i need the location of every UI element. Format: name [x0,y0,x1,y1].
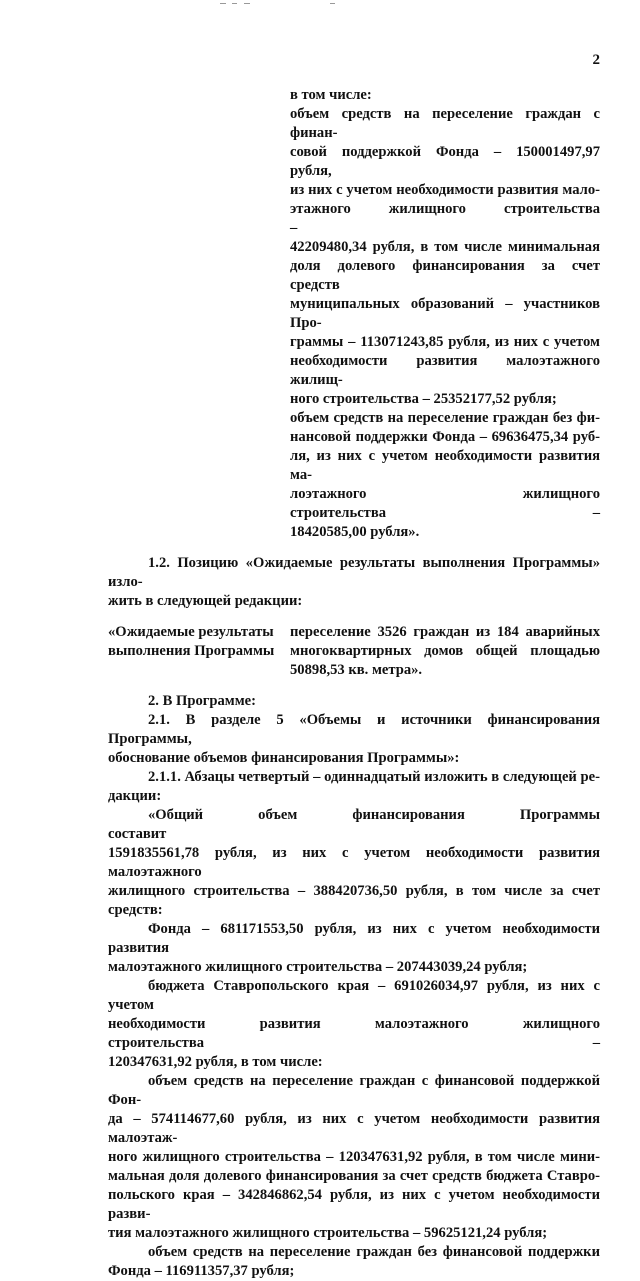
scan-marks [210,0,410,10]
para-with-support: польского края – 342846862,54 рубля, из них с учетом необходимости разви- [108,1187,600,1222]
text-line: объем средств на переселение граждан с финан- [290,106,600,141]
section-1-2-cont: жить в следующей редакции: [108,593,303,609]
para-with-support: объем средств на переселение граждан с финансовой поддержкой Фон- [108,1073,600,1108]
text-line: выполнения Программы [108,643,275,659]
section-2-1-1-cont: дакции: [108,788,162,804]
results-label [108,623,290,680]
text-line: необходимости развития малоэтажного жилищ- [290,353,600,388]
page-number: 2 [592,52,600,68]
section-2-1: 2.1. В разделе 5 «Объемы и источники финансирования Программы, [108,712,600,747]
text-line: муниципальных образований – участников Про- [290,296,600,331]
section-2-1-1: 2.1.1. Абзацы четвертый – одиннадцатый изложить в следующей ре- [148,769,600,785]
para-total: 1591835561,78 рубля, из них с учетом необходимости развития малоэтажного [108,845,600,880]
results-row [108,623,600,680]
text-line: ля, из них с учетом необходимости развития ма- [290,448,600,483]
text-line: нансовой поддержки Фонда – 69636475,34 руб- [290,429,600,445]
text-line: совой поддержкой Фонда – 150001497,97 рубля, [290,144,600,179]
document-body [108,86,600,1281]
para-with-support: да – 574114677,60 рубля, из них с учетом необходимости развития малоэтаж- [108,1111,600,1146]
section-1-2: 1.2. Позицию «Ожидаемые результаты выполнения Программы» изло- [108,555,600,590]
results-value [290,623,600,680]
para-without-support: Фонда – 116911357,37 рубля; [108,1263,295,1279]
text-line: лоэтажного жилищного строительства – [290,486,600,521]
text-line: многоквартирных домов общей площадью [290,643,600,659]
para-budget: бюджета Ставропольского края – 691026034,97 рубля, из них с учетом [108,978,600,1013]
text-line: переселение 3526 граждан из 184 аварийных [290,624,600,640]
text-line: 42209480,34 рубля, в том числе минимальная [290,239,600,255]
para-with-support: мальная доля долевого финансирования за счет средств бюджета Ставро- [108,1168,600,1184]
text-line: из них с учетом необходимости развития мало- [290,182,600,198]
para-budget: 120347631,92 рубля, в том числе: [108,1054,323,1070]
para-budget: необходимости развития малоэтажного жилищного строительства – [108,1016,600,1051]
para-total: жилищного строительства – 388420736,50 рубля, в том числе за счет средств: [108,883,600,918]
section-2-1-cont: обоснование объемов финансирования Программы»: [108,750,460,766]
section-2: 2. В Программе: [148,693,256,709]
text-line: граммы – 113071243,85 рубля, из них с учетом [290,334,600,350]
text-line: 18420585,00 рубля». [290,524,420,540]
para-without-support: объем средств на переселение граждан без финансовой поддержки [148,1244,600,1260]
text-line: ного строительства – 25352177,52 рубля; [290,391,557,407]
text-line: 50898,53 кв. метра». [290,662,423,678]
text-line: доля долевого финансирования за счет средств [290,258,600,293]
funding-block-a [290,86,600,542]
text-line: «Ожидаемые результаты [108,624,274,640]
para-with-support: тия малоэтажного жилищного строительства – 59625121,24 рубля; [108,1225,548,1241]
para-fund: Фонда – 681171553,50 рубля, из них с учетом необходимости развития [108,921,600,956]
para-total: «Общий объем финансирования Программы составит [108,807,600,842]
para-fund: малоэтажного жилищного строительства – 207443039,24 рубля; [108,959,528,975]
text-line: этажного жилищного строительства – [290,201,600,236]
text-line: объем средств на переселение граждан без фи- [290,410,600,426]
text-line: в том числе: [290,87,372,103]
para-with-support: ного жилищного строительства – 120347631,92 рубля, в том числе мини- [108,1149,600,1165]
